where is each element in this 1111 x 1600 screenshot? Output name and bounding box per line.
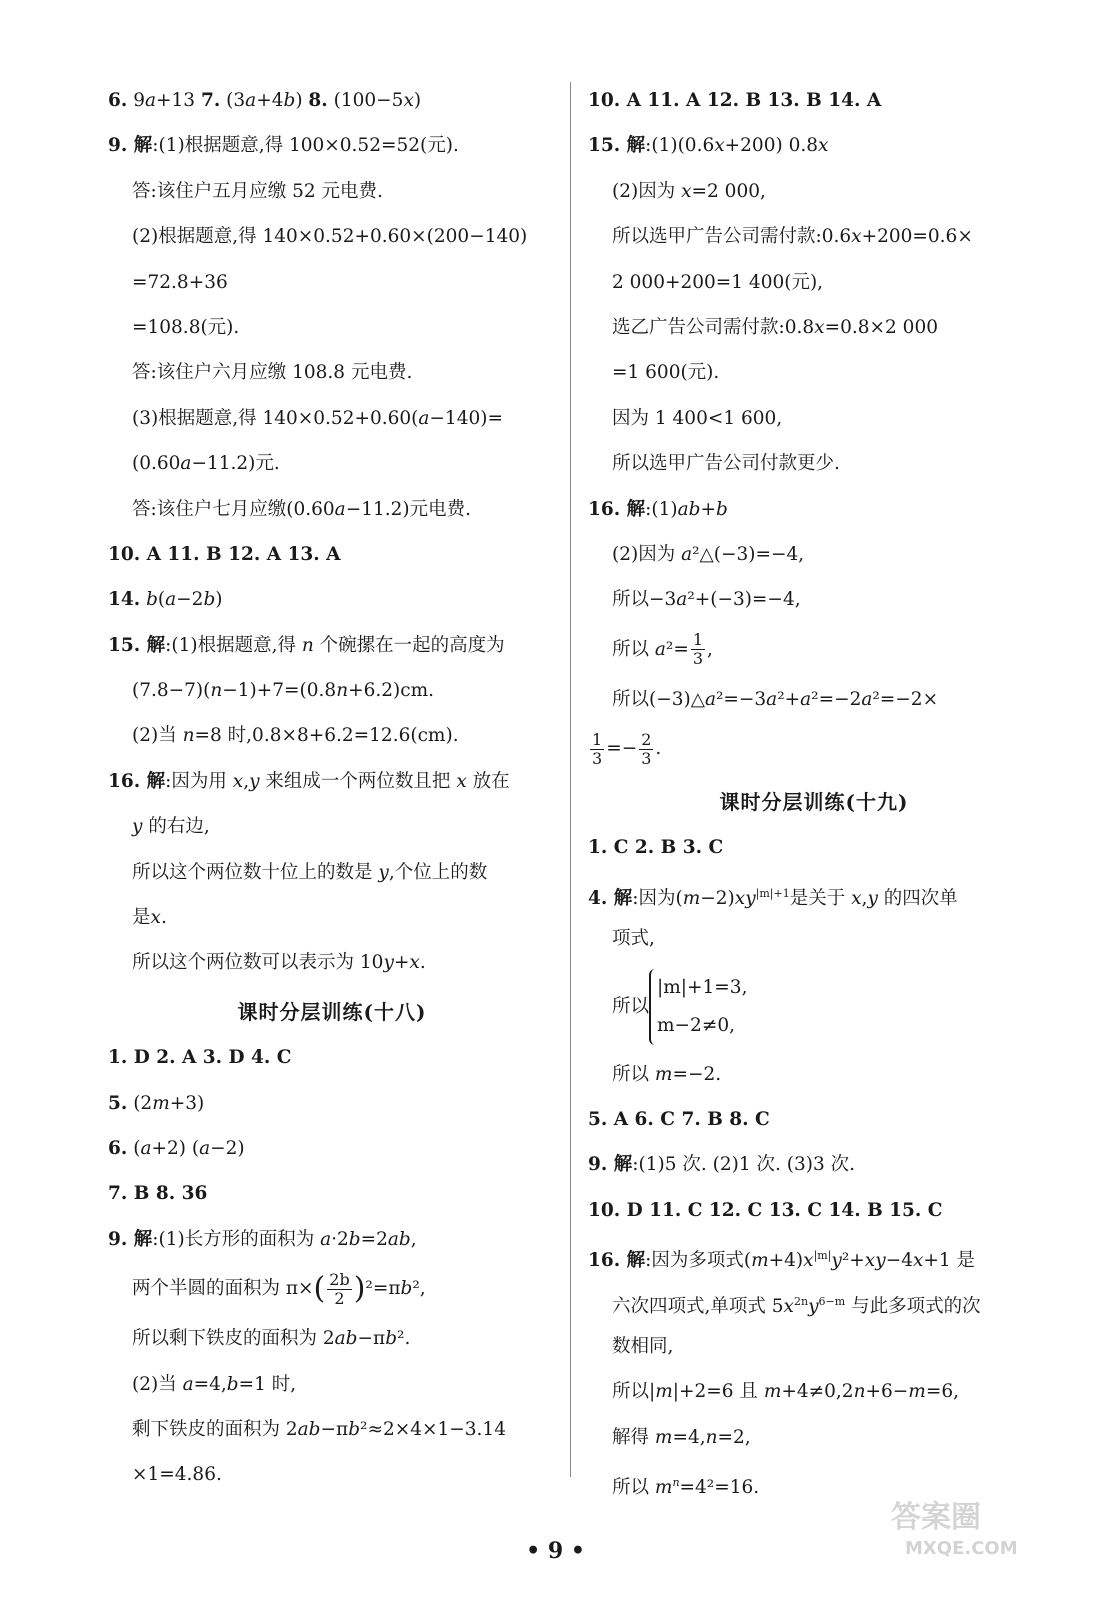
answer-line: =1 600(元). xyxy=(612,362,720,384)
answer-line: 1. D 2. A 3. D 4. C xyxy=(108,1047,292,1069)
answer-line: 6. 9a+13 7. (3a+4b) 8. (100−5x) xyxy=(108,90,422,111)
answer-line: 10. D 11. C 12. C 13. C 14. B 15. C xyxy=(588,1199,943,1221)
answer-line: 10. A 11. B 12. A 13. A xyxy=(108,543,341,565)
answer-line: (2)因为 x=2 000, xyxy=(612,180,766,202)
section-title: 课时分层训练(十八) xyxy=(237,999,427,1024)
brace-system: |m|+1=3, m−2≠0, xyxy=(649,969,747,1045)
answer-line: 解得 m=4,n=2, xyxy=(612,1426,751,1448)
answer-line: 所以这个两位数可以表示为 10y+x. xyxy=(132,952,426,974)
answer-line: 5. (2m+3) xyxy=(108,1092,205,1114)
answer-line: 项式, xyxy=(612,928,655,950)
answer-line: 7. B 8. 36 xyxy=(108,1183,208,1205)
left-column xyxy=(108,78,556,1498)
answer-line: (2)因为 a²△(−3)=−4, xyxy=(612,543,805,565)
answer-line: 两个半圆的面积为 π×( $\frac{2b}{2}$ )²=πb², xyxy=(132,1269,426,1308)
answer-line: 4. 解:因为$(m-2)xy^{|m|+1}$是关于 x,y 的四次单 xyxy=(588,886,958,910)
answer-line: 所以选甲广告公司付款更少. xyxy=(612,453,840,475)
fraction: $\frac{2}{3}$ xyxy=(641,729,652,768)
answer-line: ×1=4.86. xyxy=(132,1464,222,1486)
page-number: • 9 • xyxy=(526,1538,585,1564)
answer-line: 答:该住户五月应缴 52 元电费. xyxy=(132,180,383,202)
right-column xyxy=(588,78,1040,1506)
answer-line: 所以 a²= $\frac{1}{3}$ , xyxy=(612,630,713,669)
answer-line: 答:该住户七月应缴(0.60a−11.2)元电费. xyxy=(132,498,471,520)
answer-line: y 的右边, xyxy=(132,816,210,838)
answer-line: 1. C 2. B 3. C xyxy=(588,837,724,859)
fraction: $\frac{1}{3}$ xyxy=(692,630,704,669)
answer-line: 15. 解:(1)(0.6x+200) 0.8x xyxy=(588,135,829,157)
answer-line: =108.8(元). xyxy=(132,316,240,338)
answer-line: 2 000+200=1 400(元), xyxy=(612,271,824,293)
answer-line: 所以|m|+2=6 且 m+4≠0,2n+6−m=6, xyxy=(612,1381,959,1403)
answer-line: 数相同, xyxy=(612,1335,674,1357)
answer-line: 所以 m=−2. xyxy=(612,1063,722,1085)
answer-line: $\frac{1}{3}$ =− $\frac{2}{3}$ . xyxy=(592,729,662,768)
answer-line: 所以 |m|+1=3, m−2≠0, xyxy=(588,962,1040,1052)
answer-line: 14. b(a−2b) xyxy=(108,589,223,611)
answer-line: 是x. xyxy=(132,907,167,929)
answer-line: 9. 解:(1)长方形的面积为 a·2b=2ab, xyxy=(108,1228,417,1250)
answer-line: (0.60a−11.2)元. xyxy=(132,453,280,475)
answer-line: 所以剩下铁皮的面积为 2ab−πb². xyxy=(132,1328,411,1350)
answer-line: 16. 解:因为用 x,y 来组成一个两位数且把 x 放在 xyxy=(108,770,510,792)
answer-line: 答:该住户六月应缴 108.8 元电费. xyxy=(132,362,413,384)
answer-line: 所以这个两位数十位上的数是 y,个位上的数 xyxy=(132,861,488,883)
answer-line: 六次四项式,单项式 $5x^{2n}y^{6-m}$ 与此多项式的次 xyxy=(612,1294,981,1317)
answer-line: 所以 $m^n=4^2=16$. xyxy=(612,1476,760,1499)
fraction: $\frac{2b}{2}$ xyxy=(329,1269,350,1308)
fraction: $\frac{1}{3}$ xyxy=(592,729,603,768)
column-divider xyxy=(570,82,571,1477)
answer-line: 10. A 11. A 12. B 13. B 14. A xyxy=(588,90,882,111)
answer-line: 16. 解:(1)ab+b xyxy=(588,498,728,520)
answer-line: 9. 解:(1)5 次. (2)1 次. (3)3 次. xyxy=(588,1154,855,1176)
answer-line: (2)当 n=8 时,0.8×8+6.2=12.6(cm). xyxy=(132,725,459,747)
answer-line: (2)当 a=4,b=1 时, xyxy=(132,1373,297,1395)
answer-line: 9. 解:(1)根据题意,得 100×0.52=52(元). xyxy=(108,135,459,157)
answer-line: 所以−3a²+(−3)=−4, xyxy=(612,589,801,611)
answer-line: 6. (a+2) (a−2) xyxy=(108,1137,245,1159)
answer-line: =72.8+36 xyxy=(132,271,228,293)
answer-line: (2)根据题意,得 140×0.52+0.60×(200−140) xyxy=(132,226,528,248)
answer-line: (7.8−7)(n−1)+7=(0.8n+6.2)cm. xyxy=(132,680,435,702)
answer-line: 5. A 6. C 7. B 8. C xyxy=(588,1109,770,1131)
answer-line: 16. 解:因为多项式$(m+4)x^{|m|}y^2+xy-4x+1$ 是 xyxy=(588,1249,976,1272)
answer-line: 所以选甲广告公司需付款:0.6x+200=0.6× xyxy=(612,226,973,248)
watermark-logo: 答案圈 MXQE.COM xyxy=(891,1500,1018,1559)
answer-line: 剩下铁皮的面积为 2ab−πb²≈2×4×1−3.14 xyxy=(132,1418,506,1440)
answer-line: 选乙广告公司需付款:0.8x=0.8×2 000 xyxy=(612,316,938,338)
section-title: 课时分层训练(十九) xyxy=(719,790,909,815)
answer-line: 15. 解:(1)根据题意,得 n 个碗摞在一起的高度为 xyxy=(108,634,505,656)
answer-line: (3)根据题意,得 140×0.52+0.60(a−140)= xyxy=(132,407,503,429)
answer-line: 因为 1 400<1 600, xyxy=(612,407,783,429)
answer-line: 所以(−3)△a²=−3a²+a²=−2a²=−2× xyxy=(612,688,939,710)
